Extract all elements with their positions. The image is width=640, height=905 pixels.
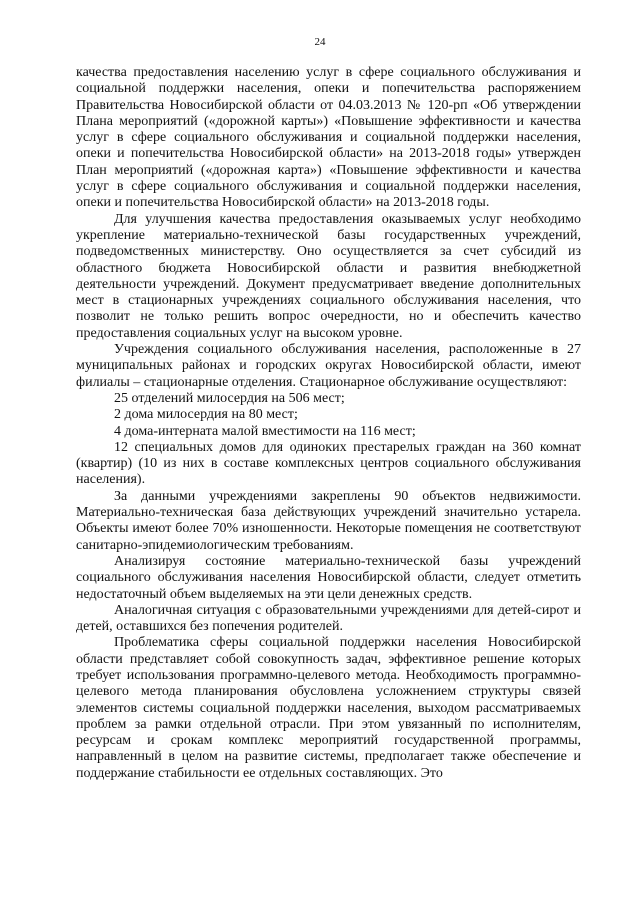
list-item-special-homes: 12 специальных домов для одиноких престарелых граждан на 360 комнат (квартир) (10 из них в составе комплексных центров социального обслуживания населения). xyxy=(76,439,581,488)
paragraph-analysis: Анализируя состояние материально-технической базы учреждений социального обслуживания населения Новосибирской области, следует отметить недостаточный объем выделяемых на эти цели денежных средств. xyxy=(76,553,581,602)
paragraph-program-method: Проблематика сферы социальной поддержки населения Новосибирской области представляет собой совокупность задач, эффективное решение которых требует использования программно-целевого метода. Необходимость программно-целевого метода планирования обусловлена усложнением структуры связей элементов системы социальной поддержки населения, выходом рассматриваемых проблем за рамки отдельной отрасли. При этом увязанный по исполнителям, ресурсам и срокам комплекс мероприятий государственной программы, направленный в целом на развитие системы, предполагает также обеспечение и поддержание стабильности ее отдельных составляющих. Это xyxy=(76,635,581,781)
paragraph-road-map: качества предоставления населению услуг в сфере социального обслуживания и социальной поддержки населения, опеки и попечительства распоряжением Правительства Новосибирской области от 04.03.2013 № 120-рп «Об утверждении Плана мероприятий («дорожной карты») «Повышение эффективности и качества услуг в сфере социального обслуживания и социальной поддержки населения, опеки и попечительства Новосибирской области» на 2013-2018 годы» утвержден План мероприятий («дорожная карта») «Повышение эффективности и качества услуг в сфере социального обслуживания и социальной поддержки населения, опеки и попечительства Новосибирской области» на 2013-2018 годы. xyxy=(76,65,581,211)
list-item-boarding-homes: 4 дома-интерната малой вместимости на 116 мест; xyxy=(114,423,416,439)
paragraph-material-base: Для улучшения качества предоставления оказываемых услуг необходимо укрепление материально-технической базы государственных учреждений, подведомственных министерству. Оно осуществляется за счет субсидий из областного бюджета Новосибирской области и развития внебюджетной деятельности учреждений. Документ предусматривает введение дополнительных мест в стационарных учреждениях социального обслуживания населения, что позволит не только решить вопрос очередности, но и обеспечить качество предоставления социальных услуг на высоком уровне. xyxy=(76,211,581,341)
document-body xyxy=(76,65,581,782)
paragraph-orphan-institutions: Аналогичная ситуация с образовательными учреждениями для детей-сирот и детей, оставшихся без попечения родителей. xyxy=(76,602,581,635)
paragraph-real-estate: За данными учреждениями закреплены 90 объектов недвижимости. Материально-техническая база действующих учреждений значительно устарела. Объекты имеют более 70% изношенности. Некоторые помещения не соответствуют санитарно-эпидемиологическим требованиям. xyxy=(76,488,581,553)
paragraph-institutions: Учреждения социального обслуживания населения, расположенные в 27 муниципальных районах и городских округах Новосибирской области, имеют филиалы – стационарные отделения. Стационарное обслуживание осуществляют: xyxy=(76,342,581,390)
page-number: 24 xyxy=(314,36,326,48)
list-item-mercy-homes: 2 дома милосердия на 80 мест; xyxy=(114,407,298,423)
list-item-mercy-departments: 25 отделений милосердия на 506 мест; xyxy=(114,390,345,406)
